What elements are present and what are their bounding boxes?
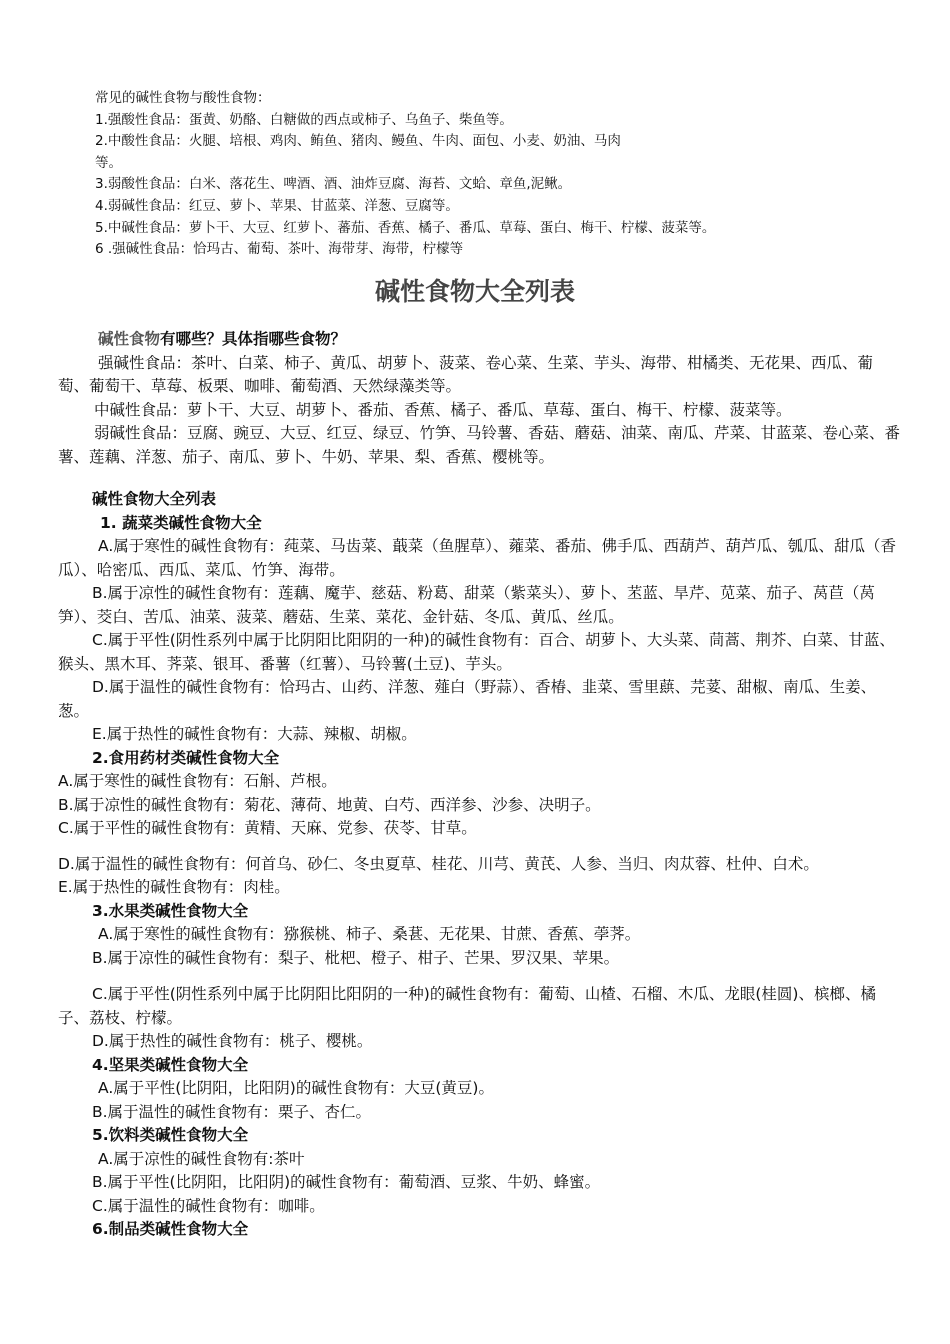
category-title-vegetables: 1. 蔬菜类碱性食物大全 [100,513,262,532]
alkaline-foods-overview [58,328,903,469]
drinks-neutral: B.属于平性(比阴阳，比阳阴)的碱性食物有：葡萄酒、豆浆、牛奶、蜂蜜。 [92,1173,601,1191]
herbs-neutral: C.属于平性的碱性食物有：黄精、天麻、党参、茯苓、甘草。 [58,819,477,837]
intro-line: 2.中酸性食品：火腿、培根、鸡肉、鲔鱼、猪肉、鳗鱼、牛肉、面包、小麦、奶油、马肉 [95,133,621,150]
weak-alkaline-paragraph: 弱碱性食品：豆腐、豌豆、大豆、红豆、绿豆、竹笋、马铃薯、香菇、蘑菇、油菜、南瓜、芹菜、甘蓝菜、卷心菜、番薯、莲藕、洋葱、茄子、南瓜、萝卜、牛奶、苹果、梨、香蕉、樱桃等。 [58,424,901,466]
herbs-hot: E.属于热性的碱性食物有：肉桂。 [58,878,290,896]
question-highlight: 碱性食物 [98,330,161,348]
fruits-hot: D.属于热性的碱性食物有：桃子、樱桃。 [92,1032,373,1050]
alkaline-foods-list [58,488,903,1242]
intro-line: 6 .强碱性食品：恰玛古、葡萄、茶叶、海带芽、海带，柠檬等 [95,241,464,258]
herbs-warm: D.属于温性的碱性食物有：何首乌、砂仁、冬虫夏草、桂花、川芎、黄芪、人参、当归、肉苁蓉、杜仲、白术。 [58,854,819,873]
strong-alkaline-paragraph: 强碱性食品：茶叶、白菜、柿子、黄瓜、胡萝卜、菠菜、卷心菜、生菜、芋头、海带、柑橘类、无花果、西瓜、葡萄、葡萄干、草莓、板栗、咖啡、葡萄酒、天然绿藻类等。 [58,353,874,395]
intro-line: 4.弱碱性食品：红豆、萝卜、苹果、甘蓝菜、洋葱、豆腐等。 [95,197,459,214]
nuts-neutral: A.属于平性(比阴阳，比阳阴)的碱性食物有：大豆(黄豆)。 [98,1079,494,1097]
intro-line: 5.中碱性食品：萝卜干、大豆、红萝卜、蕃茄、香蕉、橘子、番瓜、草莓、蛋白、梅干、柠檬、菠菜等。 [95,219,716,236]
nuts-warm: B.属于温性的碱性食物有：栗子、杏仁。 [92,1102,372,1121]
intro-block [95,88,855,261]
list-title: 碱性食物大全列表 [92,490,217,508]
question-rest: 有哪些？具体指哪些食物？ [160,330,347,348]
category-title-products: 6.制品类碱性食物大全 [92,1220,249,1238]
intro-heading: 常见的碱性食物与酸性食物： [95,90,271,106]
medium-alkaline-paragraph: 中碱性食品：萝卜干、大豆、胡萝卜、番茄、香蕉、橘子、番瓜、草莓、蛋白、梅干、柠檬、菠菜等。 [94,400,792,419]
vegetables-neutral: C.属于平性(阴性系列中属于比阴阳比阳阴的一种)的碱性食物有：百合、胡萝卜、大头菜、茼蒿、荆芥、白菜、甘蓝、猴头、黑木耳、荠菜、银耳、番薯（红薯）、马铃薯(土豆)、芋头。 [58,631,895,673]
fruits-neutral: C.属于平性(阴性系列中属于比阴阳比阳阴的一种)的碱性食物有：葡萄、山楂、石榴、木瓜、龙眼(桂圆)、槟榔、橘子、荔枝、柠檬。 [58,985,876,1027]
intro-line: 1.强酸性食品：蛋黄、奶酪、白糖做的西点或柿子、乌鱼子、柴鱼等。 [95,111,513,128]
page-title: 碱性食物大全列表 [374,277,575,306]
herbs-cool: B.属于凉性的碱性食物有：菊花、薄荷、地黄、白芍、西洋参、沙参、决明子。 [58,795,601,814]
vegetables-warm: D.属于温性的碱性食物有：恰玛古、山药、洋葱、薤白（野蒜）、香椿、韭菜、雪里蕻、芫荽、甜椒、南瓜、生姜、葱。 [58,678,877,720]
overview-question [58,328,903,352]
category-title-fruits: 3.水果类碱性食物大全 [92,901,249,920]
vegetables-cool: B.属于凉性的碱性食物有：莲藕、魔芋、慈菇、粉葛、甜菜（紫菜头）、萝卜、苤蓝、旱芹、苋菜、茄子、莴苣（莴笋）、茭白、苦瓜、油菜、菠菜、蘑菇、生菜、菜花、金针菇、冬瓜、黄瓜、丝瓜。 [58,584,875,626]
vegetables-cold: A.属于寒性的碱性食物有：莼菜、马齿菜、蕺菜（鱼腥草）、蕹菜、番茄、佛手瓜、西葫芦、葫芦瓜、瓠瓜、甜瓜（香瓜）、哈密瓜、西瓜、菜瓜、竹笋、海带。 [58,537,897,579]
drinks-warm: C.属于温性的碱性食物有：咖啡。 [92,1196,325,1215]
fruits-cool: B.属于凉性的碱性食物有：梨子、枇杷、橙子、柑子、芒果、罗汉果、苹果。 [92,948,620,967]
fruits-cold: A.属于寒性的碱性食物有：猕猴桃、柿子、桑葚、无花果、甘蔗、香蕉、荸荠。 [98,925,641,943]
category-title-drinks: 5.饮料类碱性食物大全 [92,1126,249,1144]
drinks-cool: A.属于凉性的碱性食物有:茶叶 [98,1149,305,1168]
category-title-herbs: 2.食用药材类碱性食物大全 [92,748,280,767]
vegetables-hot: E.属于热性的碱性食物有：大蒜、辣椒、胡椒。 [92,725,417,743]
herbs-cold: A.属于寒性的碱性食物有：石斛、芦根。 [58,772,337,790]
intro-line: 3.弱酸性食品：白米、落花生、啤酒、酒、油炸豆腐、海苔、文蛤、章鱼,泥鳅。 [95,176,572,193]
category-title-nuts: 4.坚果类碱性食物大全 [92,1055,249,1074]
intro-line: 等。 [95,154,122,171]
